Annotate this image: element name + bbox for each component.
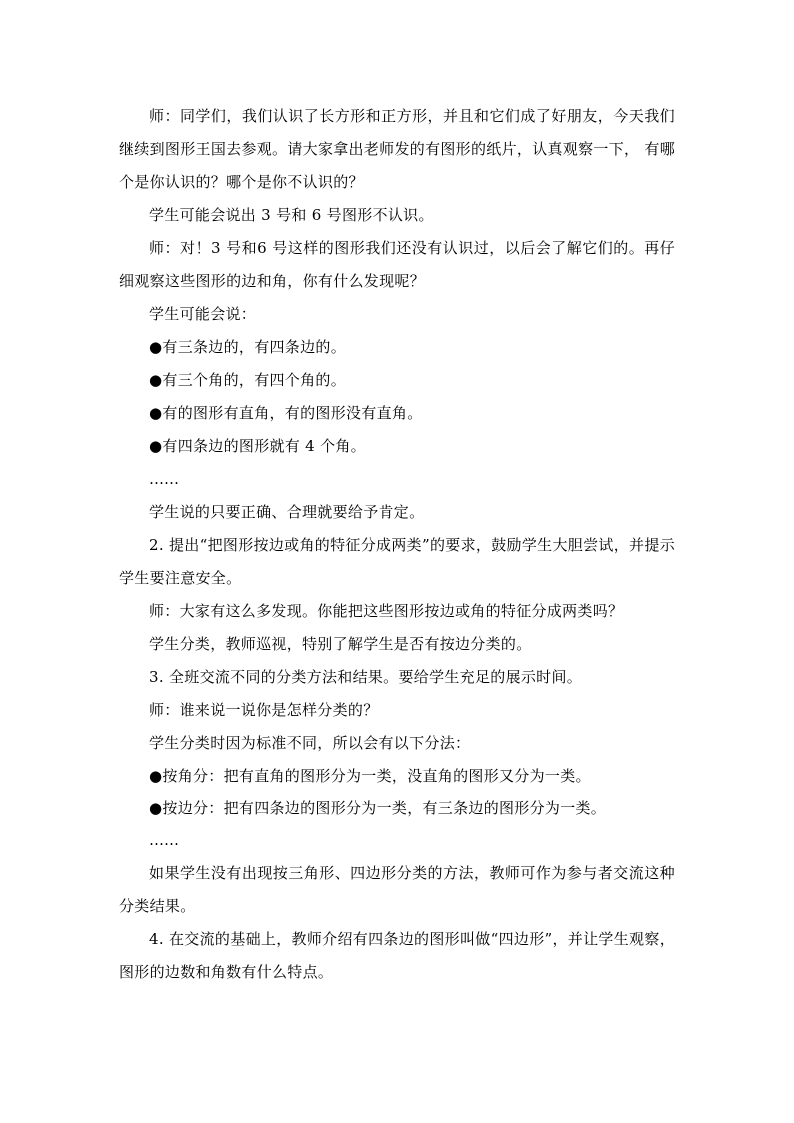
paragraph-step-4: 4. 在交流的基础上，教师介绍有四条边的图形叫做“四边形”，并让学生观察，图形的边数和角数有什么特点。 bbox=[119, 930, 675, 981]
bullet-four-sides-four-angles: ●有四条边的图形就有 4 个角。 bbox=[149, 437, 366, 455]
paragraph-teacher-ask: 师：谁来说一说你是怎样分类的？ bbox=[149, 701, 379, 719]
paragraph-teacher-observe: 师：对！3 号和6 号这样的图形我们还没有认识过，以后会了解它们的。再仔细观察这些图形的边和角，你有什么发现呢？ bbox=[119, 239, 675, 290]
ellipsis-1: …… bbox=[149, 470, 179, 488]
paragraph-teacher-classify: 师：大家有这么多发现。你能把这些图形按边或角的特征分成两类吗？ bbox=[149, 602, 624, 620]
ellipsis-2: …… bbox=[149, 831, 179, 849]
document-body bbox=[119, 100, 675, 989]
bullet-by-angle: ●按角分：把有直角的图形分为一类，没直角的图形又分为一类。 bbox=[149, 767, 591, 785]
paragraph-classify-methods: 学生分类时因为标准不同，所以会有以下分法： bbox=[149, 734, 471, 752]
paragraph-student-may-say: 学生可能会说： bbox=[149, 305, 257, 323]
paragraph-student-unknown: 学生可能会说出 3 号和 6 号图形不认识。 bbox=[149, 206, 434, 224]
bullet-by-side: ●按边分：把有四条边的图形分为一类，有三条边的图形分为一类。 bbox=[149, 799, 607, 817]
paragraph-step-3: 3. 全班交流不同的分类方法和结果。要给学生充足的展示时间。 bbox=[149, 668, 583, 686]
paragraph-teacher-participate: 如果学生没有出现按三角形、四边形分类的方法，教师可作为参与者交流这种分类结果。 bbox=[119, 864, 675, 915]
paragraph-teacher-intro: 师：同学们，我们认识了长方形和正方形，并且和它们成了好朋友，今天我们继续到图形王国去参观。请大家拿出老师发的有图形的纸片，认真观察一下， 有哪个是你认识的？哪个是你不认识的？ bbox=[119, 107, 675, 191]
paragraph-step-2: 2. 提出“把图形按边或角的特征分成两类”的要求，鼓励学生大胆尝试，并提示学生要注意安全。 bbox=[119, 536, 675, 587]
bullet-angles: ●有三个角的，有四个角的。 bbox=[149, 371, 346, 389]
bullet-right-angle: ●有的图形有直角，有的图形没有直角。 bbox=[149, 404, 423, 422]
paragraph-affirm: 学生说的只要正确、合理就要给予肯定。 bbox=[149, 503, 425, 521]
bullet-sides: ●有三条边的，有四条边的。 bbox=[149, 338, 346, 356]
paragraph-student-classify: 学生分类，教师巡视，特别了解学生是否有按边分类的。 bbox=[149, 635, 532, 653]
